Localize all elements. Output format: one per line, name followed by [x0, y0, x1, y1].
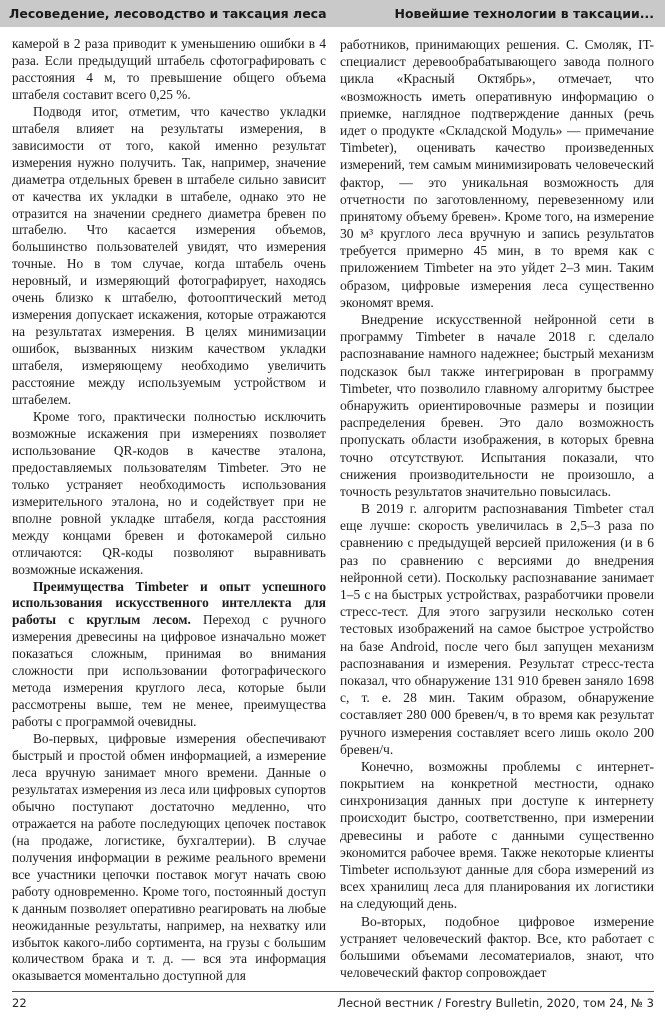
section-title: Лесоведение, лесоводство и таксация леса — [9, 6, 327, 21]
running-header — [0, 0, 665, 27]
paragraph-text: Внедрение искусственной нейронной сети в программу Timbeter в начале 2018 г. сделало распознавание намного надежнее; быстрый механизм подсказок был также интегрирован в программу Timbeter, что позволило главному алгоритму быстрее обнаружить ориентировочные размеры и позиции распределения бревен. Это дало возможность пропускать области изображения, в которых бревна точно отсутствуют. Испытания показали, что снижения производительности не произошло, а точность результатов значительно повысилась. — [340, 312, 654, 499]
paragraph — [340, 36, 654, 311]
footer-divider — [12, 991, 654, 992]
paragraph — [340, 758, 654, 913]
paragraph-text: Переход с ручного измерения древесины на цифровое изначально может показаться сложным, принимая во внимания сложности при использовании фотографического метода измерения круглого леса, которые были рассмотрены выше, тем не менее, преимущества работы с программой очевидны. — [12, 612, 326, 730]
paragraph-text: Во-первых, цифровые измерения обеспечивают быстрый и простой обмен информацией, а измерение леса вручную занимает много времени. Данные о результатах измерения из леса или цифровых супортов обычно поступают достаточно медленно, что отражается на работе последующих цепочек поставок (на продаже, логистике, бухгалтерии). В случае получения информации в режиме реального времени все участники цепочки поставок могут начать свою работу одновременно. Кроме того, постоянный доступ к данным позволяет оперативно реагировать на любые неожиданные результаты, например, на нехватку или избыток какого-либо сортимента, на грузы с большим количеством брака и т. д. — вся эта информация оказывается моментально доступной для — [12, 731, 326, 984]
page-number: 22 — [12, 996, 27, 1010]
paragraph — [340, 913, 654, 982]
paragraph — [12, 104, 326, 409]
paragraph-text: Кроме того, практически полностью исключить возможные искажения при измерениях позволяет использование QR-кодов в качестве эталона, предоставляемых пользователям Timbeter. Это не только устраняет необходимость использования измерительного эталона, но и содействует при не вполне ровной укладке штабеля, когда расстояния между концами бревен и фотокамерой сильно отличаются: QR-коды позволяют выравнивать возможные искажения. — [12, 408, 326, 577]
paragraph — [12, 36, 326, 104]
paragraph-text: камерой в 2 раза приводит к уменьшению ошибки в 4 раза. Если предыдущий штабель сфотографировать с расстояния 4 м, то превышение общего объема штабеля составит всего 0,25 %. — [12, 36, 326, 102]
paragraph — [12, 409, 326, 579]
paragraph — [340, 500, 654, 758]
right-column — [340, 36, 654, 981]
paragraph-text: В 2019 г. алгоритм распознавания Timbeter стал еще лучше: скорость увеличилась в 2,5–3 раза по сравнению с предыдущей версией приложения (и в 6 раз по сравнению с версиями до внедрения нейронной сети). Поскольку распознавание занимает 1–5 с на быстрых устройствах, разработчики провели стресс-тест. Для этого загрузили несколько сотен тестовых изображений на самое быстрое устройство на базе Android, после чего был запущен механизм распознавания и измерения. Результат стресс-теста показал, что обнаружение 131 910 бревен заняло 1698 с, т. е. 28 мин. Таким образом, обнаружение составляет 280 000 бревен/ч, в то время как результат ручного измерения составляет всего лишь около 200 бревен/ч. — [340, 501, 654, 757]
paragraph — [12, 579, 326, 732]
paragraph-text: Во-вторых, подобное цифровое измерение устраняет человеческий фактор. Все, кто работает с большими объемами лесоматериалов, знают, что человеческий фактор сопровождает — [340, 913, 654, 981]
paragraph — [340, 311, 654, 500]
paragraph-text: Конечно, возможны проблемы с интернет-покрытием на конкретной местности, однако синхронизация данных при доступе к интернету происходит быстро, соответственно, при измерении древесины и работе с данными существенно экономится рабочее время. Также некоторые клиенты Timbeter используют данные для сбора измерений из всех хранилищ леса для планирования их логистики на следующий день. — [340, 758, 654, 912]
paragraph-text: Подводя итог, отметим, что качество укладки штабеля влияет на результаты измерения, в зависимости от того, какой именно результат измерения нужно получить. Так, например, значение диаметра отдельных бревен в штабеле сильно зависит от качества их укладки в штабеле, однако это не отразится на значении среднего диаметра бревен по штабелю. Что касается измерения объемов, большинство пользователей увидят, что измерения точные. Но в том случае, когда штабель очень неровный, и измеряющий фотографирует, находясь очень близко к штабелю, фотооптический метод измерения допускает искажения, которые отражаются на результатах измерения. В целях минимизации ошибок, вызванных низким качеством укладки штабеля, измеряющему необходимо увеличить расстояние между используемым устройством и штабелем. — [12, 103, 326, 408]
section-heading: Преимущества Timbeter и опыт успешного использования искусственного интеллекта для работы с круглым лесом. — [12, 578, 326, 628]
article-title: Новейшие технологии в таксации... — [394, 6, 654, 21]
journal-citation: Лесной вестник / Forestry Bulletin, 2020, том 24, № 3 — [337, 996, 654, 1010]
paragraph-text: работников, принимающих решения. С. Смоляк, IT-специалист деревообрабатывающего завода полного цикла «Красный Октябрь», отмечает, что «возможность иметь оперативную информацию о приемке, наглядное подтверждение данных (речь идет о продукте «Складской Модуль» — примечание Timbeter), оценивать качество произведенных измерений, тем самым минимизировать человеческий фактор, — это уникальная возможность для отчетности по заготовленному, перевезенному или принятому объему бревен». Кроме того, на измерение 30 м³ круглого леса вручную и запись результатов требуется примерно 45 мин, в то время как с приложением Timbeter на это уйдет 2–3 мин. Таким образом, цифровые измерения леса существенно экономят время. — [340, 37, 654, 310]
left-column — [12, 36, 326, 985]
paragraph — [12, 731, 326, 985]
